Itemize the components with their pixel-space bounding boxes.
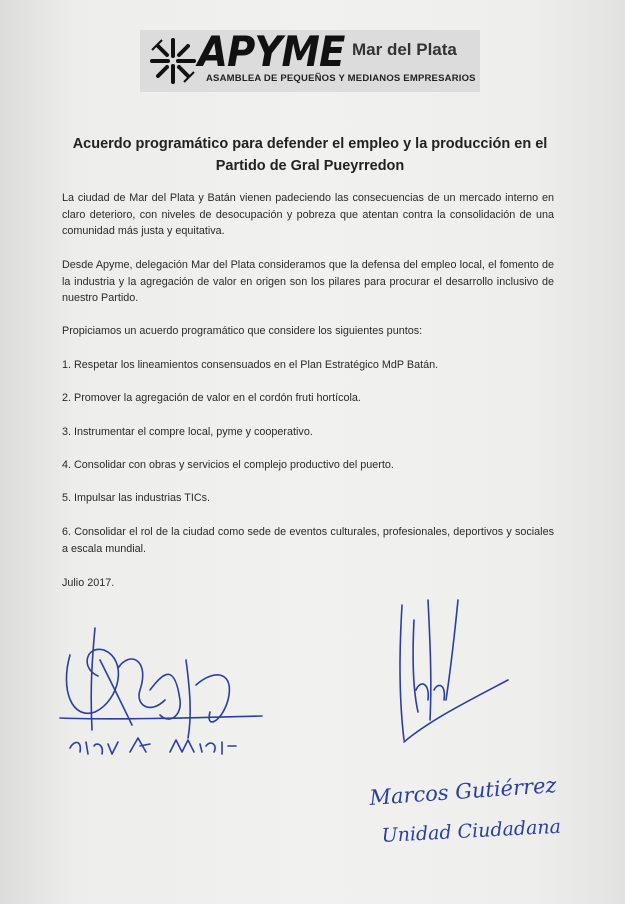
point-4: 4. Consolidar con obras y servicios el complejo productivo del puerto. bbox=[62, 459, 394, 471]
right-signature bbox=[400, 600, 508, 742]
title-line-1: Acuerdo programático para defender el empleo y la producción en el bbox=[72, 136, 548, 152]
point-5: 5. Impulsar las industrias TICs. bbox=[62, 492, 211, 504]
left-signer-name: Cirre Vi Marini bbox=[70, 752, 78, 753]
point-3: 3. Instrumentar el compre local, pyme y cooperativo. bbox=[62, 426, 313, 438]
intro-text: Propiciamos un acuerdo programático que considere los siguientes puntos: bbox=[62, 325, 423, 337]
paragraph-1: La ciudad de Mar del Plata y Batán vienen padeciendo las consecuencias de un mercado interno en claro deterioro, con niveles de desocupación y pobreza que atentan contra la consolidación de una comunidad más justa y equitativa. bbox=[62, 192, 554, 237]
brand-name: APYME bbox=[198, 27, 345, 76]
paragraph-2: Desde Apyme, delegación Mar del Plata consideramos que la defensa del empleo local, el fomento de la industria y la agregación de valor en origen son los pilares para procurar el desarrollo inclusivo de nuestro Partido. bbox=[62, 259, 554, 304]
title-line-2: Partido de Gral Pueyrredon bbox=[215, 158, 405, 174]
right-signer-party: Unidad Ciudadana bbox=[381, 815, 562, 847]
document-date: Julio 2017. bbox=[62, 577, 115, 589]
point-2: 2. Promover la agregación de valor en el cordón fruti hortícola. bbox=[62, 392, 361, 404]
point-6: 6. Consolidar el rol de la ciudad como sede de eventos culturales, profesionales, deportivos y sociales a escala mundial. bbox=[62, 526, 554, 555]
association-name: ASAMBLEA DE PEQUEÑOS Y MEDIANOS EMPRESARIOS bbox=[206, 73, 476, 84]
point-1: 1. Respetar los lineamientos consensuados en el Plan Estratégico MdP Batán. bbox=[62, 359, 439, 371]
left-signature bbox=[60, 628, 262, 754]
right-signer-name: Marcos Gutiérrez bbox=[368, 772, 558, 810]
city-name: Mar del Plata bbox=[352, 40, 457, 59]
